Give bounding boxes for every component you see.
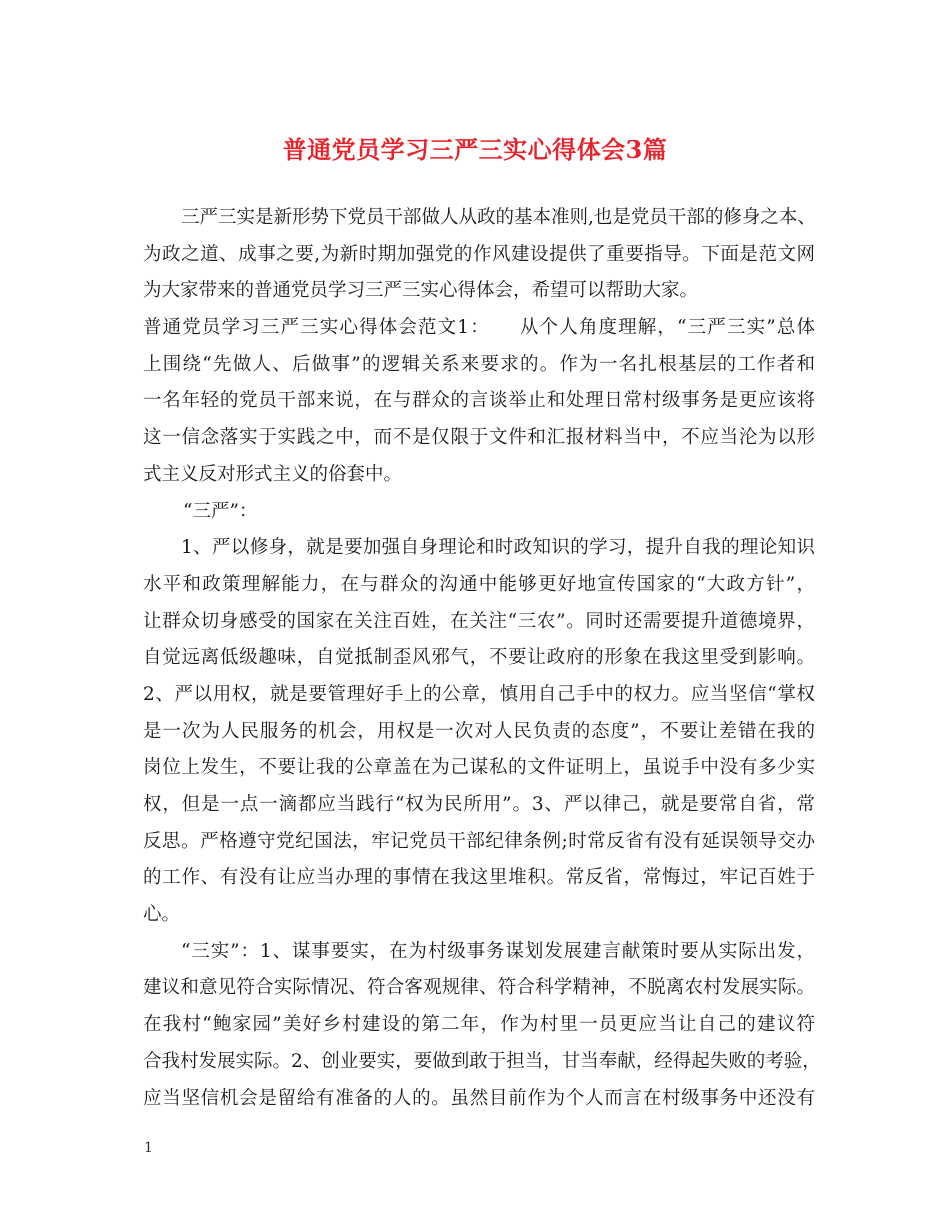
- paragraph-line: 反思。严格遵守党纪国法，牢记党员干部纪律条例;时常反省有没有延误领导交办: [143, 830, 815, 852]
- paragraph-line: 岗位上发生，不要让我的公章盖在为己谋私的文件证明上，虽说手中没有多少实: [143, 757, 815, 779]
- paragraph-line: 为政之道、成事之要,为新时期加强党的作风建设提供了重要指导。下面是范文网: [143, 243, 815, 265]
- paragraph-line: 水平和政策理解能力，在与群众的沟通中能够更好地宣传国家的“大政方针”，: [143, 573, 815, 595]
- paragraph-line: 这一信念落实于实践之中，而不是仅限于文件和汇报材料当中，不应当沦为以形: [143, 427, 815, 449]
- paragraph-line: 为大家带来的普通党员学习三严三实心得体会，希望可以帮助大家。: [143, 280, 699, 302]
- page-number: 1: [144, 1140, 153, 1156]
- paragraph-line: 式主义反对形式主义的俗套中。: [143, 463, 403, 485]
- paragraph-line: 三严三实是新形势下党员干部做人从政的基本准则,也是党员干部的修身之本、: [181, 207, 816, 228]
- paragraph-line: 合我村发展实际。2、创业要实，要做到敢于担当，甘当奉献，经得起失败的考验，: [143, 1050, 821, 1072]
- paragraph-line: 一名年轻的党员干部来说，在与群众的言谈举止和处理日常村级事务是更应该将: [143, 390, 815, 412]
- page-title: 普通党员学习三严三实心得体会3篇: [282, 135, 668, 164]
- paragraph-line: 2、严以用权，就是要管理好手上的公章，慎用自己手中的权力。应当坚信“掌权: [143, 683, 815, 705]
- paragraph-line: 的工作、有没有让应当办理的事情在我这里堆积。常反省，常悔过，牢记百姓于: [143, 867, 815, 889]
- paragraph-line: 让群众切身感受的国家在关注百姓，在关注“三农”。同时还需要提升道德境界，: [143, 610, 815, 632]
- document-body: [143, 200, 821, 1117]
- paragraph-line: “三实”：1、谋事要实，在为村级事务谋划发展建言献策时要从实际出发，: [181, 940, 815, 962]
- paragraph-line: 心。: [143, 904, 181, 926]
- paragraph-line: 上围绕“先做人、后做事”的逻辑关系来要求的。作为一名扎根基层的工作者和: [143, 353, 815, 375]
- paragraph-line: 建议和意见符合实际情况、符合客观规律、符合科学精神，不脱离农村发展实际。: [143, 977, 815, 999]
- paragraph-line: 权，但是一点一滴都应当践行“权为民所用”。3、严以律己，就是要常自省，常: [143, 794, 815, 815]
- paragraph-line: 应当坚信机会是留给有准备的人的。虽然目前作为个人而言在村级事务中还没有: [143, 1087, 815, 1109]
- section-heading-three-strict: “三严”：: [183, 500, 258, 522]
- paragraph-line: 1、严以修身，就是要加强自身理论和时政知识的学习，提升自我的理论知识: [181, 537, 815, 559]
- paragraph-line: 普通党员学习三严三实心得体会范文1： 从个人角度理解，“三严三实”总体: [143, 317, 815, 339]
- paragraph-line: 是一次为人民服务的机会，用权是一次对人民负责的态度”，不要让差错在我的: [143, 720, 815, 742]
- paragraph-line: 自觉远离低级趣味，自觉抵制歪风邪气，不要让政府的形象在我这里受到影响。: [143, 647, 815, 669]
- paragraph-line: 在我村“鲍家园”美好乡村建设的第二年，作为村里一员更应当让自己的建议符: [143, 1014, 815, 1036]
